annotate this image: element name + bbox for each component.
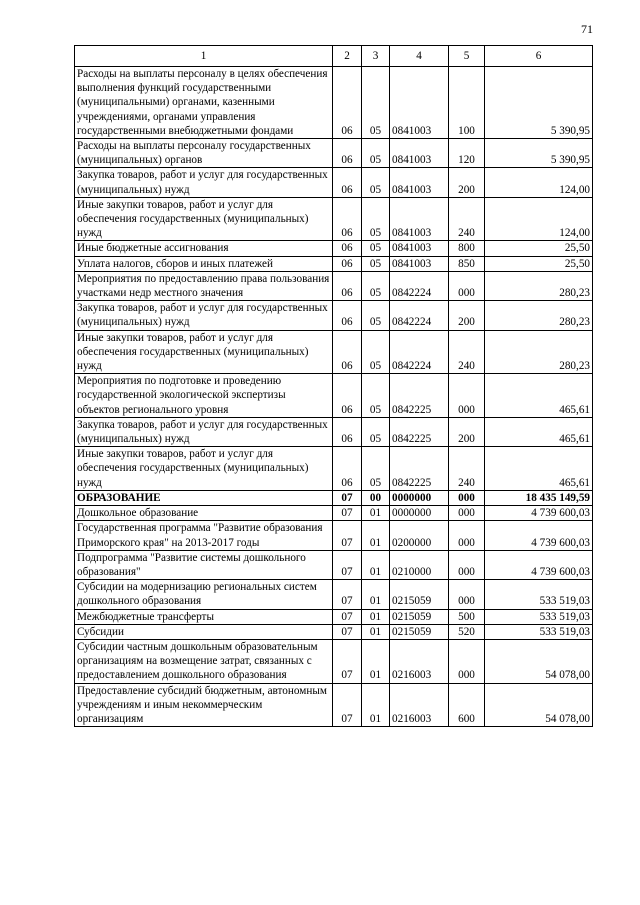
- row-subsection-code: 01: [362, 550, 390, 579]
- row-target-code: 0215059: [390, 624, 449, 639]
- row-expense-type-code: 000: [449, 271, 485, 300]
- row-expense-type-code: 000: [449, 374, 485, 418]
- table-row: [75, 550, 593, 579]
- row-subsection-code: 01: [362, 609, 390, 624]
- row-subsection-code: 05: [362, 271, 390, 300]
- row-section-code: 06: [333, 197, 362, 241]
- row-target-code: 0842224: [390, 330, 449, 374]
- row-section-code: 06: [333, 330, 362, 374]
- row-name: Иные закупки товаров, работ и услуг для обеспечения государственных (муниципальных) нужд: [75, 197, 333, 241]
- row-name: Уплата налогов, сборов и иных платежей: [75, 256, 333, 271]
- row-amount: 4 739 600,03: [485, 506, 593, 521]
- row-subsection-code: 01: [362, 683, 390, 727]
- table-row: [75, 580, 593, 609]
- row-subsection-code: 05: [362, 301, 390, 330]
- row-target-code: 0841003: [390, 256, 449, 271]
- row-amount: 4 739 600,03: [485, 550, 593, 579]
- row-expense-type-code: 000: [449, 580, 485, 609]
- row-subsection-code: 05: [362, 256, 390, 271]
- row-name: Закупка товаров, работ и услуг для государственных (муниципальных) нужд: [75, 301, 333, 330]
- row-section-code: 07: [333, 639, 362, 683]
- row-section-code: 07: [333, 683, 362, 727]
- row-subsection-code: 05: [362, 417, 390, 446]
- row-target-code: 0000000: [390, 490, 449, 505]
- row-subsection-code: 01: [362, 521, 390, 550]
- row-expense-type-code: 240: [449, 197, 485, 241]
- table-row: [75, 256, 593, 271]
- row-name: Мероприятия по предоставлению права пользования участками недр местного значения: [75, 271, 333, 300]
- row-target-code: 0216003: [390, 639, 449, 683]
- row-subsection-code: 01: [362, 580, 390, 609]
- row-expense-type-code: 200: [449, 168, 485, 197]
- row-section-code: 06: [333, 271, 362, 300]
- row-subsection-code: 05: [362, 168, 390, 197]
- row-target-code: 0210000: [390, 550, 449, 579]
- row-name: Подпрограмма "Развитие системы дошкольного образования": [75, 550, 333, 579]
- row-section-code: 06: [333, 417, 362, 446]
- row-target-code: 0842225: [390, 374, 449, 418]
- row-name: Субсидии: [75, 624, 333, 639]
- row-amount: 25,50: [485, 241, 593, 256]
- row-name: Дошкольное образование: [75, 506, 333, 521]
- row-section-code: 06: [333, 139, 362, 168]
- header-col-3: 3: [362, 46, 390, 67]
- table-row: [75, 490, 593, 505]
- row-amount: 25,50: [485, 256, 593, 271]
- row-name: Иные закупки товаров, работ и услуг для обеспечения государственных (муниципальных) нужд: [75, 447, 333, 491]
- table-row: [75, 447, 593, 491]
- row-target-code: 0841003: [390, 197, 449, 241]
- row-section-code: 06: [333, 241, 362, 256]
- row-expense-type-code: 600: [449, 683, 485, 727]
- row-section-code: 07: [333, 624, 362, 639]
- row-expense-type-code: 000: [449, 490, 485, 505]
- table-body: [75, 67, 593, 727]
- row-name: Межбюджетные трансферты: [75, 609, 333, 624]
- row-section-code: 06: [333, 374, 362, 418]
- table-row: [75, 609, 593, 624]
- row-subsection-code: 05: [362, 374, 390, 418]
- row-target-code: 0841003: [390, 67, 449, 139]
- table-row: [75, 417, 593, 446]
- row-expense-type-code: 200: [449, 417, 485, 446]
- table-row: [75, 139, 593, 168]
- row-target-code: 0841003: [390, 168, 449, 197]
- row-expense-type-code: 850: [449, 256, 485, 271]
- row-section-code: 07: [333, 490, 362, 505]
- table-row: [75, 624, 593, 639]
- row-section-code: 06: [333, 301, 362, 330]
- page-number: 71: [581, 22, 593, 36]
- row-target-code: 0842225: [390, 417, 449, 446]
- row-expense-type-code: 000: [449, 506, 485, 521]
- row-subsection-code: 05: [362, 241, 390, 256]
- row-amount: 465,61: [485, 447, 593, 491]
- row-subsection-code: 01: [362, 639, 390, 683]
- table-row: [75, 301, 593, 330]
- table-row: [75, 506, 593, 521]
- row-subsection-code: 05: [362, 197, 390, 241]
- row-target-code: 0841003: [390, 139, 449, 168]
- header-col-6: 6: [485, 46, 593, 67]
- row-amount: 18 435 149,59: [485, 490, 593, 505]
- row-amount: 465,61: [485, 374, 593, 418]
- table-header-row: [75, 46, 593, 67]
- row-name: Субсидии на модернизацию региональных систем дошкольного образования: [75, 580, 333, 609]
- row-amount: 5 390,95: [485, 139, 593, 168]
- row-subsection-code: 05: [362, 139, 390, 168]
- header-col-5: 5: [449, 46, 485, 67]
- row-target-code: 0215059: [390, 609, 449, 624]
- row-expense-type-code: 000: [449, 521, 485, 550]
- table-row: [75, 168, 593, 197]
- row-section-code: 06: [333, 67, 362, 139]
- row-expense-type-code: 120: [449, 139, 485, 168]
- row-amount: 4 739 600,03: [485, 521, 593, 550]
- table-row: [75, 197, 593, 241]
- row-amount: 124,00: [485, 168, 593, 197]
- row-amount: 533 519,03: [485, 609, 593, 624]
- row-amount: 5 390,95: [485, 67, 593, 139]
- row-target-code: 0200000: [390, 521, 449, 550]
- row-name: Субсидии частным дошкольным образовательным организациям на возмещение затрат, связанных с предоставлением дошкольного образования: [75, 639, 333, 683]
- row-name: Расходы на выплаты персоналу государственных (муниципальных) органов: [75, 139, 333, 168]
- row-section-code: 07: [333, 580, 362, 609]
- row-expense-type-code: 000: [449, 639, 485, 683]
- table-row: [75, 330, 593, 374]
- row-amount: 465,61: [485, 417, 593, 446]
- row-section-code: 07: [333, 506, 362, 521]
- row-amount: 280,23: [485, 330, 593, 374]
- row-name: Закупка товаров, работ и услуг для государственных (муниципальных) нужд: [75, 417, 333, 446]
- row-expense-type-code: 000: [449, 550, 485, 579]
- header-col-4: 4: [390, 46, 449, 67]
- header-col-1: 1: [75, 46, 333, 67]
- row-subsection-code: 00: [362, 490, 390, 505]
- header-col-2: 2: [333, 46, 362, 67]
- row-expense-type-code: 200: [449, 301, 485, 330]
- row-name: ОБРАЗОВАНИЕ: [75, 490, 333, 505]
- row-expense-type-code: 240: [449, 330, 485, 374]
- row-amount: 280,23: [485, 301, 593, 330]
- row-subsection-code: 01: [362, 624, 390, 639]
- row-target-code: 0216003: [390, 683, 449, 727]
- row-name: Государственная программа "Развитие образования Приморского края" на 2013-2017 годы: [75, 521, 333, 550]
- table-row: [75, 271, 593, 300]
- row-amount: 533 519,03: [485, 624, 593, 639]
- row-amount: 533 519,03: [485, 580, 593, 609]
- row-name: Расходы на выплаты персоналу в целях обеспечения выполнения функций государственными (муниципальными) органами, казенными учреждениями, органами управления государственными внебюджетными фондами: [75, 67, 333, 139]
- row-subsection-code: 01: [362, 506, 390, 521]
- row-expense-type-code: 500: [449, 609, 485, 624]
- row-amount: 280,23: [485, 271, 593, 300]
- table-row: [75, 374, 593, 418]
- table-row: [75, 639, 593, 683]
- row-expense-type-code: 800: [449, 241, 485, 256]
- row-subsection-code: 05: [362, 447, 390, 491]
- table-row: [75, 521, 593, 550]
- row-name: Закупка товаров, работ и услуг для государственных (муниципальных) нужд: [75, 168, 333, 197]
- row-name: Мероприятия по подготовке и проведению государственной экологической экспертизы объектов регионального уровня: [75, 374, 333, 418]
- row-target-code: 0842224: [390, 301, 449, 330]
- row-section-code: 06: [333, 447, 362, 491]
- row-section-code: 07: [333, 550, 362, 579]
- row-section-code: 07: [333, 521, 362, 550]
- row-target-code: 0841003: [390, 241, 449, 256]
- row-section-code: 06: [333, 168, 362, 197]
- row-section-code: 07: [333, 609, 362, 624]
- row-expense-type-code: 100: [449, 67, 485, 139]
- row-section-code: 06: [333, 256, 362, 271]
- table-row: [75, 683, 593, 727]
- row-target-code: 0842224: [390, 271, 449, 300]
- table-row: [75, 241, 593, 256]
- row-expense-type-code: 240: [449, 447, 485, 491]
- row-target-code: 0000000: [390, 506, 449, 521]
- row-subsection-code: 05: [362, 330, 390, 374]
- row-expense-type-code: 520: [449, 624, 485, 639]
- row-subsection-code: 05: [362, 67, 390, 139]
- budget-table: [74, 45, 593, 727]
- row-amount: 54 078,00: [485, 683, 593, 727]
- row-name: Предоставление субсидий бюджетным, автономным учреждениям и иным некоммерческим организациям: [75, 683, 333, 727]
- row-target-code: 0215059: [390, 580, 449, 609]
- row-name: Иные закупки товаров, работ и услуг для обеспечения государственных (муниципальных) нужд: [75, 330, 333, 374]
- row-amount: 124,00: [485, 197, 593, 241]
- row-name: Иные бюджетные ассигнования: [75, 241, 333, 256]
- row-target-code: 0842225: [390, 447, 449, 491]
- row-amount: 54 078,00: [485, 639, 593, 683]
- table-row: [75, 67, 593, 139]
